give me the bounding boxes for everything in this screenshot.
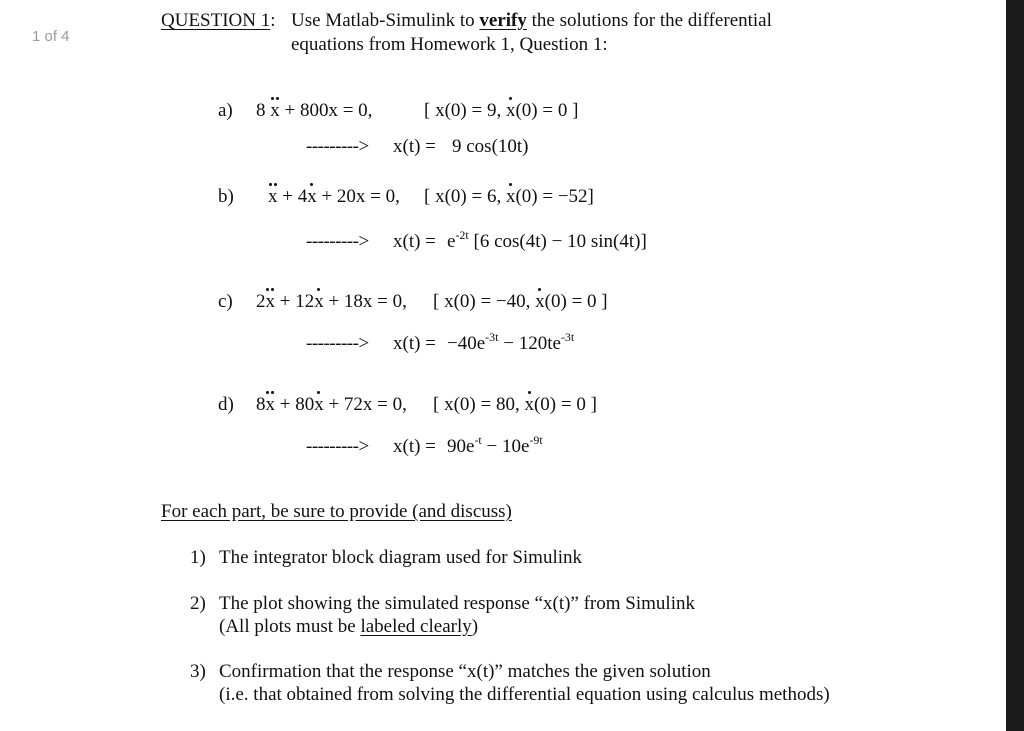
part-a-initial-conditions: [ x(0) = 9, x(0) = 0 ] xyxy=(424,100,579,121)
part-b-equation: x + 4x + 20x = 0, xyxy=(268,186,400,207)
verify-emphasis: verify xyxy=(479,10,527,31)
part-b-solution: $e^{-2t}$ [6 cos(4t) − 10 sin(4t)] xyxy=(447,228,647,252)
question-label: QUESTION 1 xyxy=(161,10,271,31)
instruction-2-text: The plot showing the simulated response “x(t)” from Simulink xyxy=(219,593,695,614)
part-a-label: a) xyxy=(218,100,233,121)
question-header: QUESTION 1: xyxy=(161,10,276,31)
part-c-label: c) xyxy=(218,291,233,312)
instruction-2-subtext: (All plots must be labeled clearly) xyxy=(219,616,479,637)
part-b-lhs: x(t) = xyxy=(393,231,436,252)
part-a-equation: 8 x + 800x = 0, xyxy=(256,100,373,121)
instruction-3-subtext: (i.e. that obtained from solving the differential equation using calculus methods) xyxy=(219,684,830,705)
question-line-1: Use Matlab-Simulink to verify the solutions for the differential xyxy=(291,10,772,31)
question-line-2: equations from Homework 1, Question 1: xyxy=(291,34,608,55)
part-b-label: b) xyxy=(218,186,234,207)
part-d-label: d) xyxy=(218,394,234,415)
part-c-equation: 2x + 12x + 18x = 0, xyxy=(256,291,407,312)
part-d-equation: 8x + 80x + 72x = 0, xyxy=(256,394,407,415)
part-d-initial-conditions: [ x(0) = 80, x(0) = 0 ] xyxy=(433,394,597,415)
part-c-solution: $-40e^{-3t} - 120te^{-3t}$ xyxy=(447,330,575,354)
part-a-lhs: x(t) = xyxy=(393,136,436,157)
instruction-3-number: 3) xyxy=(190,661,206,682)
part-d-arrow: ---------> xyxy=(306,436,369,457)
part-d-solution: $90e^{-t} - 10e^{-9t}$ xyxy=(447,433,543,457)
instruction-1-number: 1) xyxy=(190,547,206,568)
labeled-clearly-emphasis: labeled clearly xyxy=(360,616,472,637)
instruction-2-number: 2) xyxy=(190,593,206,614)
part-a-arrow: ---------> xyxy=(306,136,369,157)
part-b-arrow: ---------> xyxy=(306,231,369,252)
page-indicator: 1 of 4 xyxy=(32,28,70,45)
part-a-solution: 9 cos(10t) xyxy=(452,136,529,157)
instruction-3-text: Confirmation that the response “x(t)” matches the given solution xyxy=(219,661,711,682)
part-d-lhs: x(t) = xyxy=(393,436,436,457)
part-b-initial-conditions: [ x(0) = 6, x(0) = −52] xyxy=(424,186,594,207)
part-c-arrow: ---------> xyxy=(306,333,369,354)
instructions-heading: For each part, be sure to provide (and discuss) xyxy=(161,501,512,522)
part-c-initial-conditions: [ x(0) = −40, x(0) = 0 ] xyxy=(433,291,608,312)
part-c-lhs: x(t) = xyxy=(393,333,436,354)
instruction-1-text: The integrator block diagram used for Simulink xyxy=(219,547,583,568)
